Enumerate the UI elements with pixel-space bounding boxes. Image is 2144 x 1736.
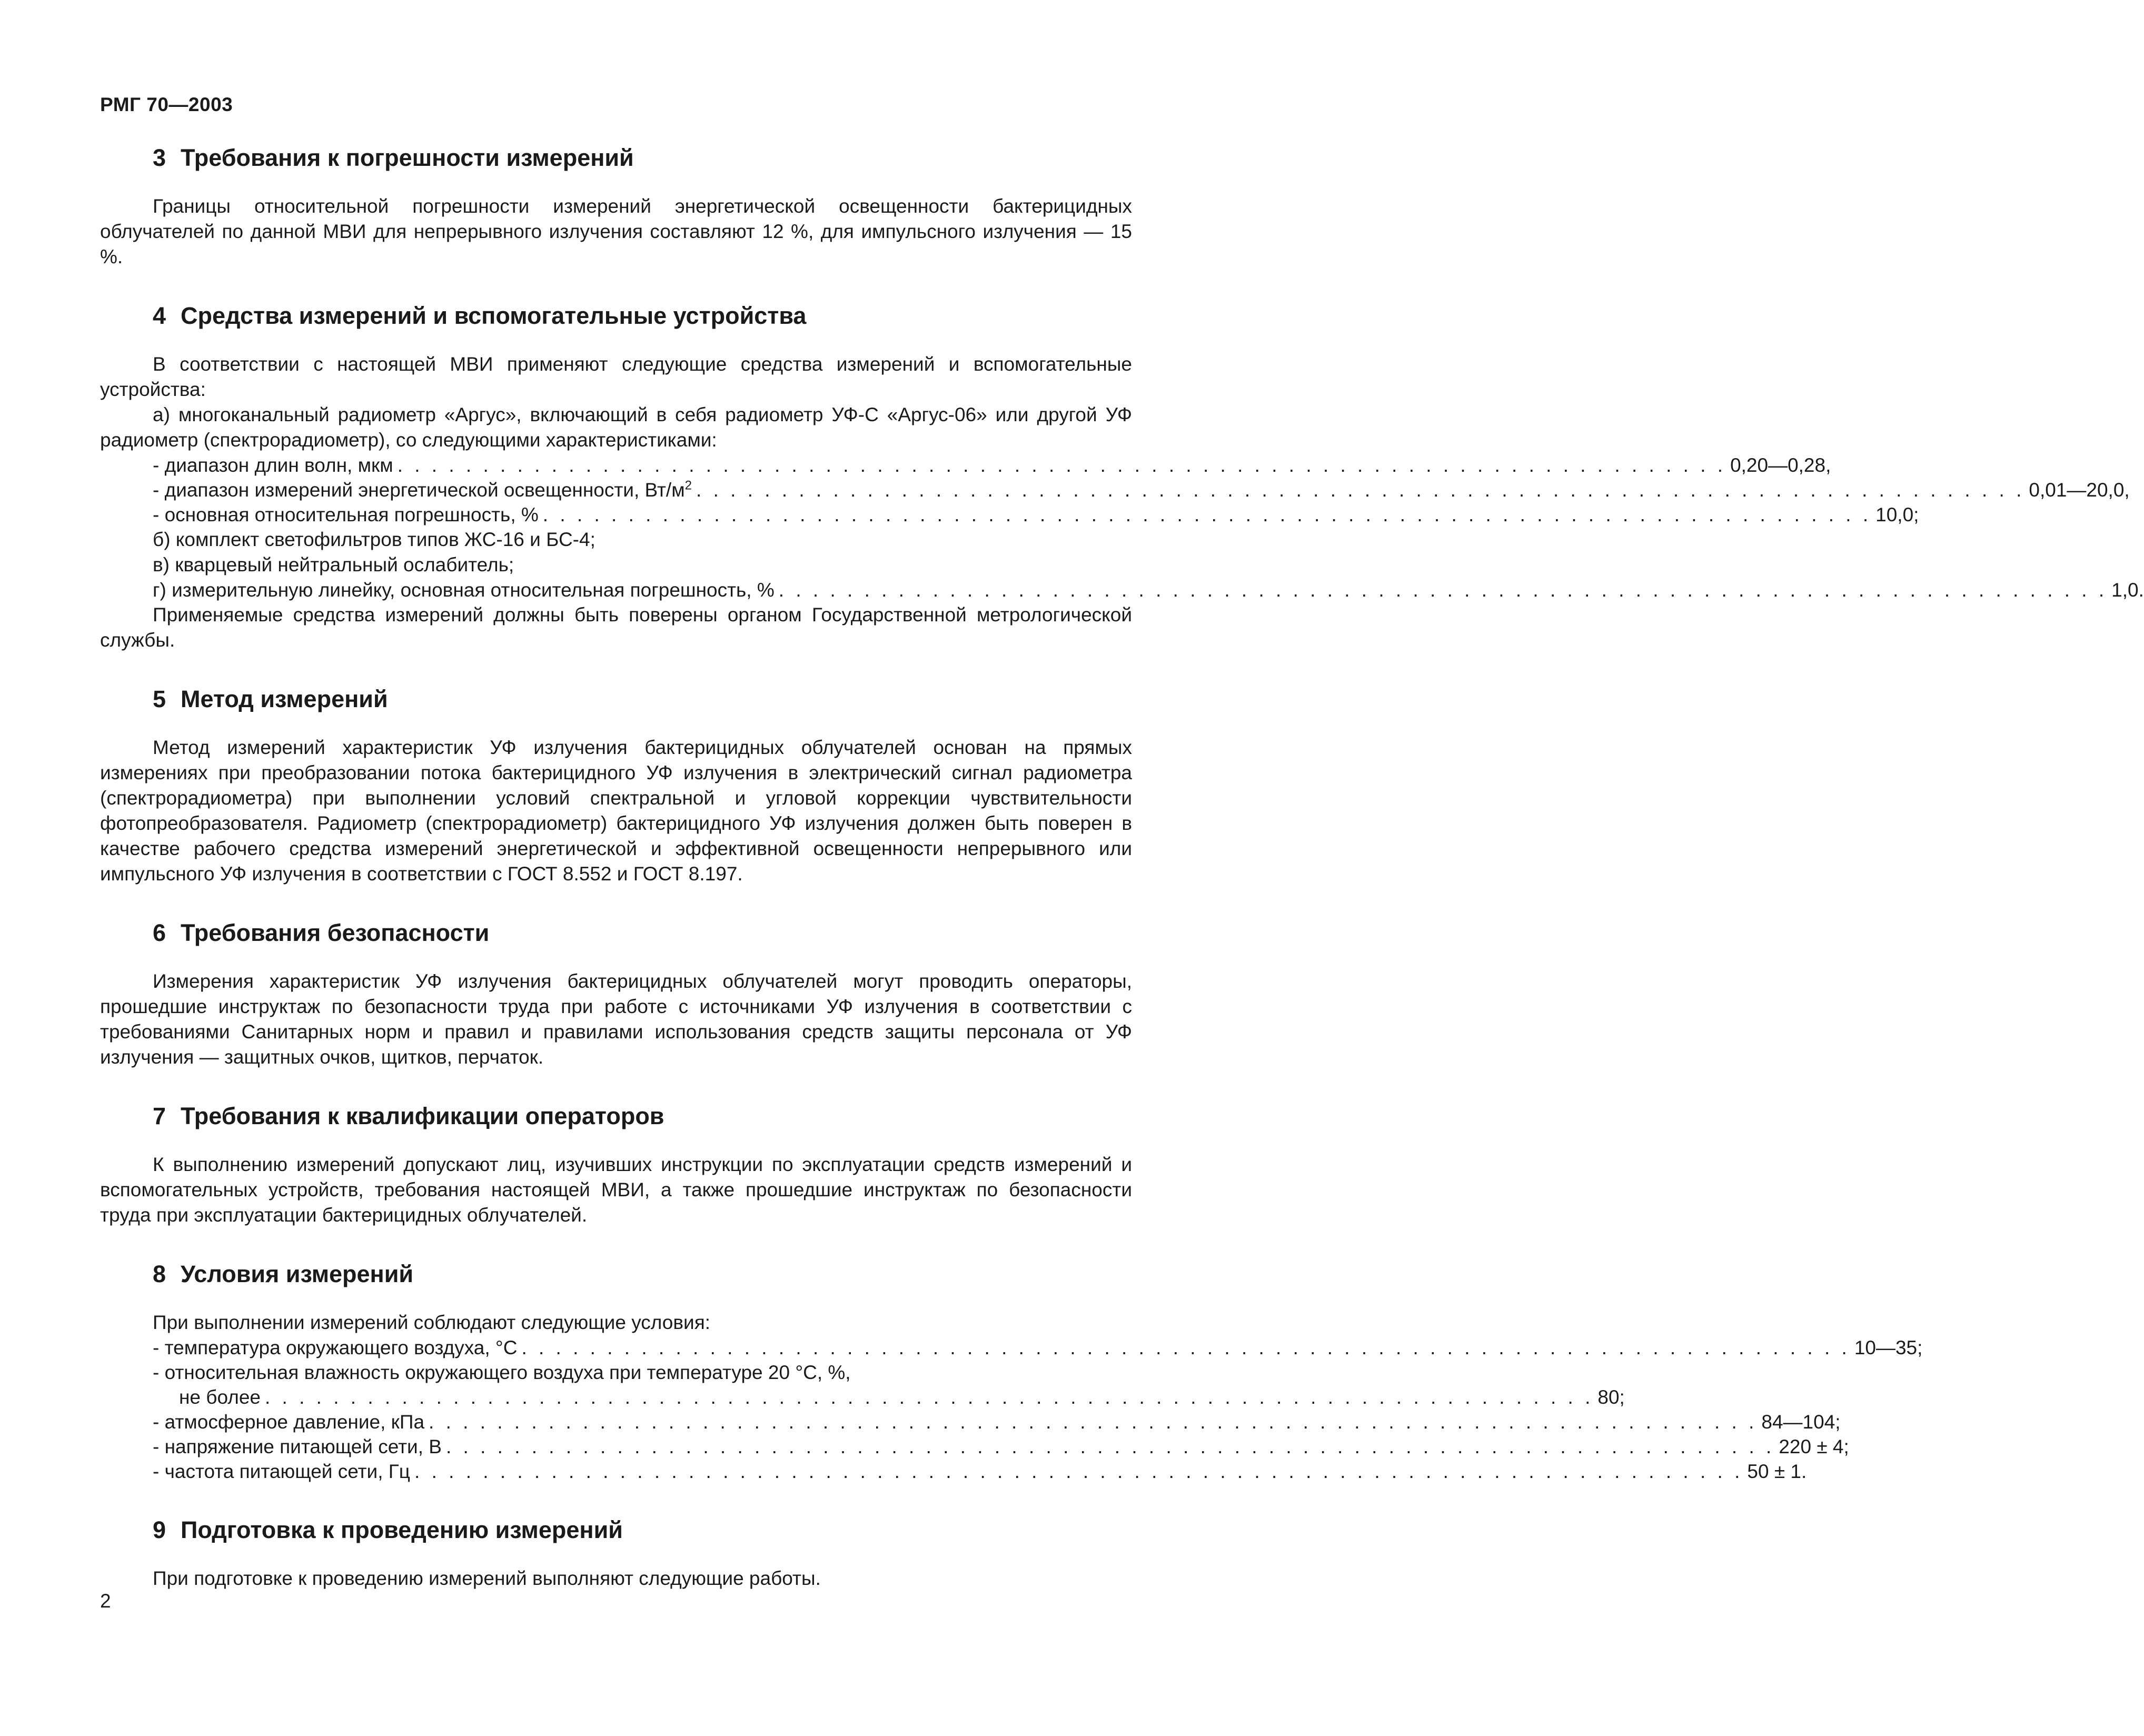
section-6 [100, 917, 1132, 1070]
condition-label: - температура окружающего воздуха, °С [153, 1337, 518, 1358]
leader-dots: . . . . . . . . . . . . . . . . . . . . . . . . . . . . . . . . . . . . . . . . . . . . . . . . . . . . . . . . . . . . . . . . . . . . . . . . . . . . . . [542, 504, 1872, 525]
leader-dots: . . . . . . . . . . . . . . . . . . . . . . . . . . . . . . . . . . . . . . . . . . . . . . . . . . . . . . . . . . . . . . . . . . . . . . . . . . . . . . [521, 1337, 1850, 1358]
section-number: 6 [153, 919, 166, 946]
condition-value: 80; [1597, 1386, 1625, 1408]
spec-row [153, 478, 2130, 502]
section-8-intro: При выполнении измерений соблюдают следующие условия: [153, 1312, 711, 1333]
section-7-heading [153, 1100, 1132, 1132]
section-title: Метод измерений [181, 686, 388, 712]
page-number: 2 [100, 1590, 111, 1612]
spec-label: - диапазон измерений энергетической освещенности, $Вт/м^2$ [153, 478, 692, 501]
leader-dots: . . . . . . . . . . . . . . . . . . . . . . . . . . . . . . . . . . . . . . . . . . . . . . . . . . . . . . . . . . . . . . . . . . . . . . . . . . . . . . [265, 1386, 1594, 1408]
spec-label: - основная относительная погрешность, % [153, 504, 539, 525]
spec-value: 10,0; [1875, 504, 1919, 525]
section-4-item-c: в) кварцевый нейтральный ослабитель; [153, 554, 514, 576]
spec-label: - диапазон длин волн, мкм [153, 454, 393, 476]
section-5 [100, 683, 1132, 887]
section-4-heading [153, 300, 1132, 332]
section-title: Требования к погрешности измерений [181, 144, 634, 171]
condition-row [153, 1335, 1923, 1360]
condition-value: 50 ± 1. [1747, 1461, 1807, 1482]
section-4-intro: В соответствии с настоящей МВИ применяют следующие средства измерений и вспомогательные устройства: [100, 353, 1132, 400]
section-4 [100, 300, 2144, 653]
condition-value: 10—35; [1854, 1337, 1923, 1358]
section-title: Требования безопасности [181, 919, 490, 946]
section-8-heading [153, 1258, 1132, 1290]
leader-dots: . . . . . . . . . . . . . . . . . . . . . . . . . . . . . . . . . . . . . . . . . . . . . . . . . . . . . . . . . . . . . . . . . . . . . . . . . . . . . . [445, 1436, 1775, 1457]
leader-dots: . . . . . . . . . . . . . . . . . . . . . . . . . . . . . . . . . . . . . . . . . . . . . . . . . . . . . . . . . . . . . . . . . . . . . . . . . . . . . . [429, 1411, 1758, 1433]
section-6-heading [153, 917, 1132, 949]
section-title: Условия измерений [181, 1261, 414, 1287]
condition-row [153, 1434, 1849, 1459]
leader-dots: . . . . . . . . . . . . . . . . . . . . . . . . . . . . . . . . . . . . . . . . . . . . . . . . . . . . . . . . . . . . . . . . . . . . . . . . . . . . . . [397, 454, 1726, 476]
section-9-paragraph: При подготовке к проведению измерений выполняют следующие работы. [153, 1568, 821, 1589]
section-title: Подготовка к проведению измерений [181, 1516, 623, 1543]
spec-value: 0,01—20,0, [2029, 479, 2130, 501]
section-number: 3 [153, 144, 166, 171]
condition-row [153, 1459, 1807, 1484]
section-4-item-a: а) многоканальный радиометр «Аргус», включающий в себя радиометр УФ-С «Аргус-06» или другой УФ радиометр (спектрорадиометр), со следующими характеристиками: [100, 404, 1132, 451]
condition-label-line: - относительная влажность окружающего воздуха при температуре 20 °С, %, [153, 1362, 851, 1383]
section-3-heading [153, 142, 1132, 174]
document-body [100, 142, 2144, 1622]
section-6-paragraph: Измерения характеристик УФ излучения бактерицидных облучателей могут проводить операторы, прошедшие инструктаж по безопасности труда при работе с источниками УФ излучения в соответствии с требованиями Санитарных норм и правил и правилами использования средств защиты персонала от УФ излучения — защитных очков, щитков, перчаток. [100, 970, 1132, 1068]
spec-row [153, 502, 1919, 527]
section-3 [100, 142, 1132, 270]
section-4-item-b: б) комплект светофильтров типов ЖС-16 и БС-4; [153, 529, 595, 550]
section-number: 7 [153, 1103, 166, 1129]
document-code: РМГ 70—2003 [100, 94, 233, 115]
condition-value: 220 ± 4; [1779, 1436, 1849, 1457]
section-title: Средства измерений и вспомогательные устройства [181, 302, 807, 329]
condition-label: - частота питающей сети, Гц [153, 1461, 411, 1482]
section-9 [100, 1514, 1132, 1591]
section-9-heading [153, 1514, 1132, 1546]
spec-label: г) измерительную линейку, основная относительная погрешность, % [153, 579, 775, 601]
leader-dots: . . . . . . . . . . . . . . . . . . . . . . . . . . . . . . . . . . . . . . . . . . . . . . . . . . . . . . . . . . . . . . . . . . . . . . . . . . . . . . [778, 579, 2108, 601]
section-4-outro: Применяемые средства измерений должны быть поверены органом Государственной метрологической службы. [100, 604, 1132, 651]
section-title: Требования к квалификации операторов [181, 1103, 664, 1129]
leader-dots: . . . . . . . . . . . . . . . . . . . . . . . . . . . . . . . . . . . . . . . . . . . . . . . . . . . . . . . . . . . . . . . . . . . . . . . . . . . . . . [414, 1461, 1743, 1482]
condition-row [153, 1410, 1841, 1434]
condition-label: - напряжение питающей сети, В [153, 1436, 442, 1457]
section-7 [100, 1100, 1132, 1228]
section-3-paragraph: Границы относительной погрешности измерений энергетической освещенности бактерицидных облучателей по данной МВИ для непрерывного излучения составляют 12 %, для импульсного излучения — 15 %. [100, 195, 1132, 267]
condition-value: 84—104; [1761, 1411, 1841, 1433]
section-5-heading [153, 683, 1132, 715]
spec-value: 1,0. [2111, 579, 2144, 601]
section-number: 9 [153, 1516, 166, 1543]
condition-label: - атмосферное давление, кПа [153, 1411, 425, 1433]
section-8 [100, 1258, 1923, 1484]
condition-row [179, 1385, 1625, 1410]
spec-value: 0,20—0,28, [1730, 454, 1831, 476]
spec-row [153, 578, 2144, 602]
section-7-paragraph: К выполнению измерений допускают лиц, изучивших инструкции по эксплуатации средств измерений и вспомогательных устройств, требования настоящей МВИ, а также прошедшие инструктаж по безопасности труда при эксплуатации бактерицидных облучателей. [100, 1154, 1132, 1226]
condition-label: не более [179, 1386, 261, 1408]
section-number: 5 [153, 686, 166, 712]
spec-row [153, 453, 1831, 478]
section-number: 4 [153, 302, 166, 329]
leader-dots: . . . . . . . . . . . . . . . . . . . . . . . . . . . . . . . . . . . . . . . . . . . . . . . . . . . . . . . . . . . . . . . . . . . . . . . . . . . . . . [696, 479, 2025, 501]
section-5-paragraph: Метод измерений характеристик УФ излучения бактерицидных облучателей основан на прямых измерениях при преобразовании потока бактерицидного УФ излучения в электрический сигнал радиометра (спектрорадиометра) при выполнении условий спектральной и угловой коррекции чувствительности фотопреобразователя. Радиометр (спектрорадиометр) бактерицидного УФ излучения должен быть поверен в качестве рабочего средства измерений энергетической и эффективной освещенности непрерывного или импульсного УФ излучения в соответствии с ГОСТ 8.552 и ГОСТ 8.197. [100, 737, 1132, 885]
section-number: 8 [153, 1261, 166, 1287]
